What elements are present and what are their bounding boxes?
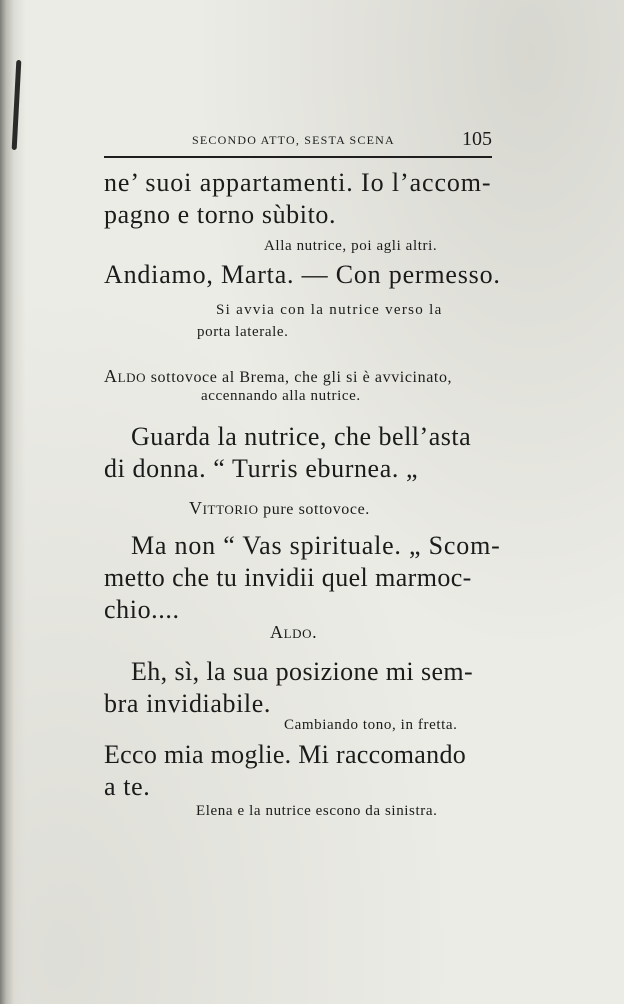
dialogue-line: Andiamo, Marta. — Con permesso. — [104, 260, 501, 289]
stage-direction: porta laterale. — [197, 324, 289, 340]
stage-direction: Elena e la nutrice escono da sinistra. — [196, 803, 438, 819]
speaker-cue — [270, 622, 317, 643]
dialogue-line: di donna. “ Turris eburnea. „ — [104, 454, 419, 483]
running-head: SECONDO ATTO, SESTA SCENA — [192, 133, 395, 147]
dialogue-line: bra invidiabile. — [104, 689, 271, 718]
dialogue-line: chio.... — [104, 595, 180, 624]
page-header — [104, 128, 492, 150]
stage-direction: accennando alla nutrice. — [201, 388, 361, 404]
dialogue-line: Ecco mia moglie. Mi raccomando — [104, 740, 467, 769]
speaker-name: Aldo. — [270, 622, 318, 642]
speaker-name: Vittorio — [189, 498, 259, 518]
dialogue-line: Guarda la nutrice, che bell’asta — [131, 422, 472, 451]
stage-direction: Cambiando tono, in fretta. — [284, 717, 458, 733]
speaker-direction: pure sottovoce. — [258, 501, 370, 518]
header-rule — [104, 156, 492, 158]
stage-direction: Alla nutrice, poi agli altri. — [264, 238, 438, 254]
page-number: 105 — [462, 128, 492, 150]
stage-direction: Si avvia con la nutrice verso la — [216, 302, 443, 318]
dialogue-line: pagno e torno sùbito. — [104, 200, 337, 229]
dialogue-line: metto che tu invidii quel marmoc- — [104, 563, 472, 592]
speaker-cue — [104, 366, 452, 387]
speaker-cue — [189, 498, 370, 519]
page-binding-edge — [0, 0, 26, 1004]
dialogue-line: a te. — [104, 772, 151, 801]
dialogue-line: Ma non “ Vas spirituale. „ Scom- — [131, 531, 501, 560]
dialogue-line: ne’ suoi appartamenti. Io l’accom- — [104, 168, 492, 197]
dialogue-line: Eh, sì, la sua posizione mi sem- — [131, 657, 474, 686]
speaker-direction: sottovoce al Brema, che gli si è avvicinato, — [146, 369, 453, 386]
speaker-name: Aldo — [104, 366, 147, 386]
